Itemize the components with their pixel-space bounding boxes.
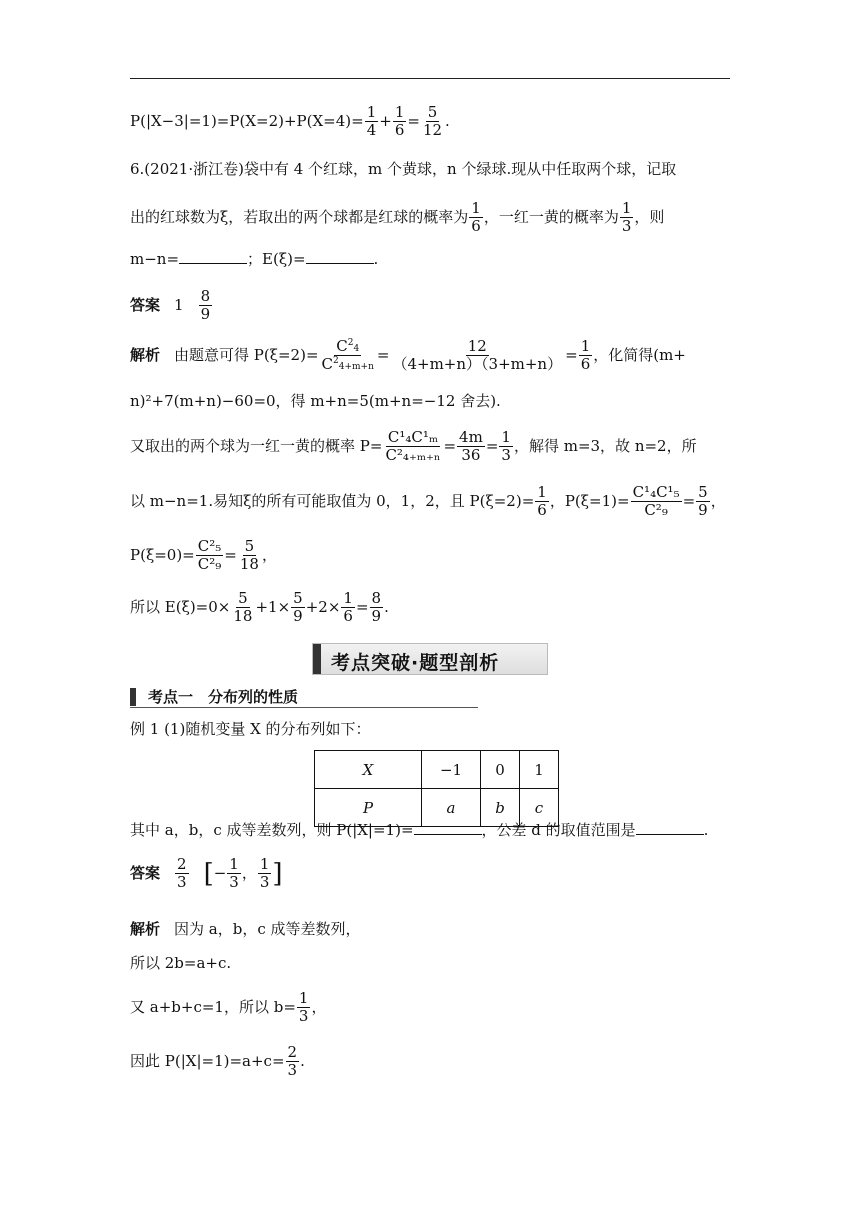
denominator: 9: [698, 501, 708, 520]
text: =: [485, 436, 499, 455]
text: m−n=: [130, 250, 180, 268]
solution-6-line-4: [130, 484, 726, 520]
fraction: [457, 429, 485, 465]
text: ，公差 d 的取值范围是: [481, 821, 636, 839]
numerator: 1: [343, 589, 353, 607]
numerator: 1: [394, 103, 405, 121]
denominator: C²₉: [197, 555, 222, 574]
text: =: [565, 345, 578, 364]
numerator: 5: [244, 537, 255, 555]
text: ，化简得(m+: [593, 345, 686, 364]
numerator: 5: [427, 103, 438, 121]
fraction: [286, 1044, 300, 1080]
table-row: [315, 751, 559, 789]
solution-6-line-6: [130, 590, 389, 626]
fraction: [579, 338, 593, 374]
question-6-line-2: [130, 200, 664, 236]
denominator: 9: [293, 607, 303, 626]
denominator: 3: [259, 873, 270, 892]
text: 以 m−n=1.易知ξ的所有可能取值为 0，1，2，且 P(ξ=2)=: [130, 491, 535, 510]
denominator: （4+m+n）（3+m+n）: [392, 355, 563, 374]
table-cell: X: [315, 751, 422, 789]
answer-blank[interactable]: [179, 251, 247, 264]
text: −: [213, 863, 227, 882]
text: 因为 a，b，c 成等差数列，: [174, 920, 361, 938]
text: +: [379, 111, 392, 130]
denominator: 3: [287, 1061, 298, 1080]
numerator: 1: [580, 337, 591, 355]
topic-underline: [130, 707, 478, 708]
fraction: [320, 338, 376, 374]
text: ；E(ξ)=: [247, 250, 306, 268]
table-cell: c: [520, 789, 559, 827]
text: =: [443, 436, 457, 455]
text: =: [376, 345, 390, 364]
denominator: 3: [177, 873, 187, 892]
distribution-table: [314, 750, 559, 827]
solution-6-line-2: n)²+7(m+n)−60=0，得 m+n=5(m+n=−12 舍去).: [130, 392, 501, 410]
text: ，一红一黄的概率为: [483, 207, 619, 226]
denominator: 18: [239, 555, 259, 574]
denominator: 12: [422, 121, 443, 140]
solution-1-line-2: 所以 2b=a+c.: [130, 954, 232, 972]
text: =: [407, 111, 420, 130]
fraction: [631, 484, 682, 520]
text: 又取出的两个球为一红一黄的概率 P=: [130, 436, 383, 455]
text: 2: [347, 338, 354, 348]
denominator: 6: [343, 607, 353, 626]
text: ，: [241, 863, 257, 882]
fraction: [469, 200, 483, 236]
numerator: C²₅: [197, 537, 222, 555]
fraction: [620, 200, 634, 236]
denominator: 3: [229, 873, 239, 892]
example-1-question: [130, 822, 708, 838]
fraction: [231, 590, 254, 626]
numerator: C¹₄C¹₅: [632, 483, 680, 501]
numerator: 1: [298, 989, 309, 1007]
answer-label: 答案: [130, 295, 161, 314]
answer-blank[interactable]: [306, 251, 374, 264]
solution-6-line-5: [130, 538, 277, 574]
numerator: 1: [229, 855, 239, 873]
numerator: 1: [259, 855, 270, 873]
fraction: [227, 856, 241, 892]
denominator: 18: [233, 607, 253, 626]
text: 又 a+b+c=1，所以 b=: [130, 997, 296, 1016]
solution-1-line-4: [130, 1044, 305, 1080]
text: .: [373, 250, 379, 268]
text: 由题意可得 P(ξ=2)=: [174, 345, 319, 364]
numerator: 2: [287, 1043, 298, 1061]
denominator: 3: [298, 1007, 309, 1026]
denominator: 6: [394, 121, 405, 140]
text: 因此 P(|X|=1)=a+c=: [130, 1051, 285, 1070]
text: ，P(ξ=1)=: [549, 491, 630, 510]
text: 其中 a，b，c 成等差数列，则 P(|X|=1)=: [130, 821, 414, 839]
fraction: [383, 429, 442, 465]
numerator: 1: [471, 199, 481, 217]
numerator: 1: [366, 103, 377, 121]
text: 出的红球数为ξ，若取出的两个球都是红球的概率为: [130, 207, 469, 226]
fraction: [393, 104, 407, 140]
text: ，: [710, 491, 726, 510]
denominator: C²₉: [644, 501, 668, 520]
numerator: 4m: [459, 428, 483, 446]
numerator: 1: [501, 428, 511, 446]
denominator: 6: [580, 355, 591, 374]
table-cell: 1: [520, 751, 559, 789]
table-cell: 0: [481, 751, 520, 789]
text: =: [355, 597, 369, 616]
answer-6: [130, 288, 213, 324]
fraction: [390, 338, 564, 374]
fraction: [258, 856, 272, 892]
numerator: 5: [238, 589, 248, 607]
denominator: 4: [366, 121, 377, 140]
topic-heading: 考点一 分布列的性质: [148, 688, 299, 706]
table-cell: b: [481, 789, 520, 827]
numerator: 12: [467, 337, 487, 355]
denominator: [320, 356, 376, 373]
text: .: [384, 597, 389, 616]
denominator: 36: [461, 446, 481, 465]
denominator: 3: [621, 217, 632, 236]
text: 2: [333, 356, 339, 367]
fraction: [499, 429, 513, 465]
text: C: [321, 355, 334, 374]
fraction: [370, 590, 384, 626]
text: 4+m+n: [338, 362, 374, 373]
text: +1×: [255, 597, 291, 616]
table-cell: P: [315, 789, 422, 827]
text: P(ξ=0)=: [130, 545, 195, 564]
text: +2×: [305, 597, 341, 616]
fraction: [175, 856, 189, 892]
solution-1-line-3: [130, 990, 326, 1026]
text: C: [336, 337, 348, 355]
denominator: 3: [501, 446, 511, 465]
banner-accent: [313, 644, 321, 674]
fraction: [199, 288, 213, 324]
text: =: [682, 491, 696, 510]
fraction: [696, 484, 710, 520]
answer-label: 答案: [130, 863, 161, 882]
table-cell: −1: [422, 751, 481, 789]
fraction: [535, 484, 549, 520]
answer-blank[interactable]: [636, 822, 704, 835]
solution-label: 解析: [130, 920, 161, 938]
numerator: 1: [537, 483, 547, 501]
text: ，解得 m=3，故 n=2，所: [513, 436, 697, 455]
text: .: [703, 821, 709, 839]
section-banner: [312, 643, 548, 675]
bracket: ]: [272, 858, 283, 889]
denominator: 6: [537, 501, 547, 520]
text: 4: [353, 344, 360, 354]
fraction: [365, 104, 379, 140]
denominator: C²₄₊ₘ₊ₙ: [385, 446, 441, 465]
question-6-line-3: [130, 251, 378, 267]
solution-label: 解析: [130, 345, 161, 364]
numerator: 8: [371, 589, 382, 607]
text: 所以 E(ξ)=0×: [130, 597, 231, 616]
answer-value: 1: [174, 295, 184, 314]
numerator: [334, 338, 361, 356]
text: ，: [311, 997, 327, 1016]
solution-6-line-3: [130, 429, 697, 465]
bracket: [: [203, 858, 214, 889]
numerator: 5: [293, 589, 303, 607]
fraction: [291, 590, 305, 626]
text: .: [300, 1051, 305, 1070]
fraction: [238, 538, 261, 574]
numerator: C¹₄C¹ₘ: [387, 428, 439, 446]
text: P(|X−3|=1)=P(X=2)+P(X=4)=: [130, 111, 364, 130]
question-6-line-1: 6.(2021·浙江卷)袋中有 4 个红球，m 个黄球，n 个绿球.现从中任取两个球，记取: [130, 160, 677, 178]
numerator: 5: [698, 483, 708, 501]
topic-accent: [130, 688, 136, 706]
prev-result-line: [130, 104, 450, 140]
solution-1-line-1: [130, 922, 361, 937]
answer-blank[interactable]: [414, 822, 482, 835]
section-title: 考点突破·题型剖析: [331, 652, 500, 674]
numerator: 1: [621, 199, 632, 217]
denominator: 6: [471, 217, 481, 236]
denominator: 9: [200, 305, 211, 324]
fraction: [421, 104, 444, 140]
table-cell: a: [422, 789, 481, 827]
example-1-intro: 例 1 (1)随机变量 X 的分布列如下：: [130, 720, 371, 738]
fraction: [341, 590, 355, 626]
numerator: 8: [200, 287, 211, 305]
answer-1: [130, 856, 283, 892]
text: =: [224, 545, 237, 564]
fraction: [196, 538, 224, 574]
denominator: 9: [371, 607, 382, 626]
text: .: [445, 111, 450, 130]
header-rule: [130, 78, 730, 79]
text: ，则: [634, 207, 665, 226]
text: ，: [261, 545, 277, 564]
numerator: 2: [177, 855, 187, 873]
fraction: [297, 990, 311, 1026]
solution-6-line-1: [130, 338, 686, 374]
